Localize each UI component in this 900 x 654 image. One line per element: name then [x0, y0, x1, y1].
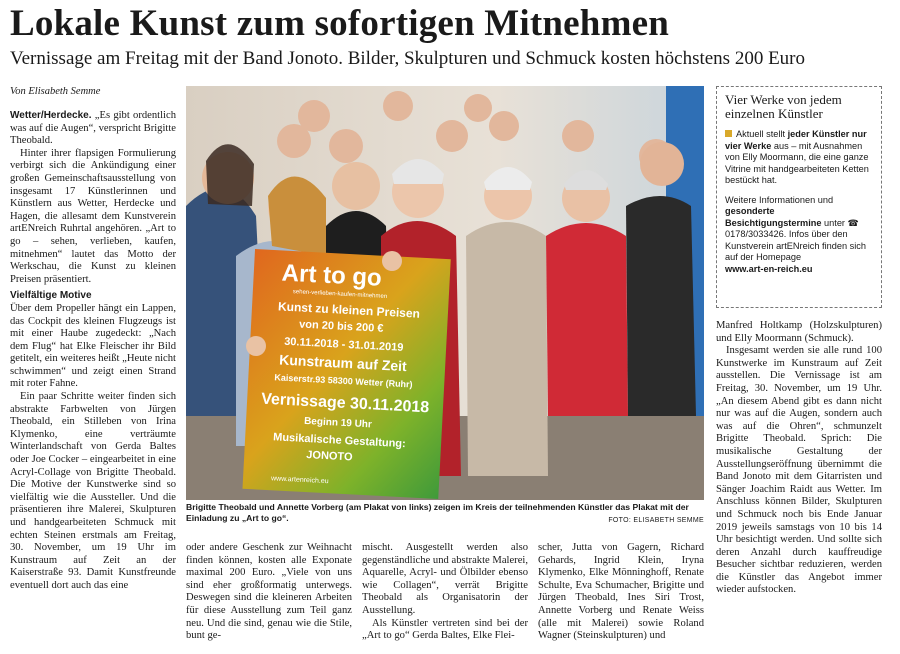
article-column-right: [716, 320, 882, 597]
bullet-square-icon: [725, 130, 732, 137]
art-to-go-poster: [242, 249, 450, 499]
info-box-title: Vier Werke von jedem einzelnen Künstler: [725, 92, 842, 121]
paragraph: Hinter ihrer flapsigen Formulierung verbirgt sich die Ankündigung einer großen Gemeinschaftsausstellung von insgesamt 17 Künstlerinnen und Künstlern aus Wetter, Herdecke und Hagen, die allesamt dem Kunstverein artENreich Ruhrtal angehören. „Art to go – sehen, verlieben, kaufen, mitnehmen“ lautet das Motto der Werkschau, die Kunst zu kleinen Preisen präsentiert.: [10, 147, 176, 285]
article-column-3: [362, 542, 528, 643]
poster-line: Musikalische Gestaltung:: [272, 431, 407, 451]
poster-line: Vernissage 30.11.2018: [260, 390, 430, 417]
poster-line: JONOTO: [306, 449, 353, 464]
photo-caption: Brigitte Theobald und Annette Vorberg (am Plakat von links) zeigen im Kreis der teilnehmenden Künstler das Plakat mit der Einladung zu „Art to go“.: [186, 502, 689, 523]
homepage-link[interactable]: www.art-en-reich.eu: [725, 263, 813, 274]
info-box-text: Aktuell stellt jeder Künstler nur vier Werke aus – mit Ausnahmen von Elly Moormann, die eine ganze Vitrine mit handgearbeiteten Ketten bestückt hat.: [725, 129, 869, 185]
poster-line: Beginn 19 Uhr: [303, 415, 373, 431]
paragraph: Ein paar Schritte weiter finden sich abstrakte Farbwelten von Jürgen Theobald, ein Stilleben von Irina Klymenko, eine verträumte Winterlandschaft von Gerda Baltes oder Joe Cocker – eingearbeitet in eine Acryl-Collage von Brigitte Theobald. Die Motive der Kunstwerke sind so vielfältig wie die Aussteller. Und die präsentieren ihre Malerei, Skulpturen und handgearbeiteten Schmuck mit echten Steinen erstmals am Freitag, 30. November, um 19 Uhr im Kunstraum auf Zeit an der Kaiserstraße 93. Damit Kunstfreunde eventuell dort auch das eine: [10, 391, 176, 591]
subheadline: Vernissage am Freitag mit der Band Jonoto. Bilder, Skulpturen und Schmuck kosten höchstens 200 Euro: [10, 48, 806, 69]
poster-line: von 20 bis 200 €: [298, 318, 384, 335]
group-photo: [186, 86, 704, 500]
lead-text: „Es gibt ordentlich was auf die Augen“, verspricht Brigitte Theobald.: [10, 110, 176, 147]
poster-url: www.artenreich.eu: [270, 475, 329, 486]
location-label: Wetter/Herdecke.: [10, 110, 92, 121]
article-column-1: [10, 110, 176, 593]
poster-line: 30.11.2018 - 31.01.2019: [283, 335, 404, 354]
section-heading: Vielfältige Motive: [10, 290, 92, 302]
poster-tagline: sehen-verlieben-kaufen-mitnehmen: [292, 289, 388, 301]
byline: Von Elisabeth Semme: [10, 86, 101, 97]
paragraph: Manfred Holtkamp (Holzskulpturen) und Elly Moormann (Schmuck).: [716, 320, 882, 344]
poster-line: Kunst zu kleinen Preisen: [277, 299, 421, 321]
info-box-contact: Weitere Informationen und gesonderte Besichtigungstermine unter ☎ 0178/3033426. Infos über den Kunstverein artENreich finden sich auf der Homepage www.art-en-reich.eu: [725, 194, 866, 274]
photo-credit: FOTO: ELISABETH SEMME: [608, 517, 704, 524]
info-box: [716, 86, 882, 308]
article-column-4: scher, Jutta von Gagern, Richard Gehards, Ingrid Klein, Iryna Klymenko, Elke Mönninghoff, Renate Schulte, Eva Schumacher, Brigitte und Jürgen Theobald, Ines Siri Trost, Annette Vorberg und Renate Weiss (alle mit Malerei) sowie Roland Wagner (Steinskulpturen) und: [538, 542, 704, 642]
poster-title: Art to go: [281, 259, 383, 292]
article-column-2: oder andere Geschenk zur Weihnacht finden können, kosten alle Exponate maximal 200 Euro. „Viele von uns sind eher großformatig unterwegs. Deswegen sind die kleineren Arbeiten für diese Ausstellung zum Teil ganz neu. Und die sind, genau wie die Stile, bunt ge-: [186, 542, 352, 642]
paragraph: Als Künstler vertreten sind bei der „Art to go“ Gerda Baltes, Elke Flei-: [362, 617, 528, 642]
photo-illustration: [186, 86, 704, 500]
poster-line: Kaiserstr.93 58300 Wetter (Ruhr): [274, 372, 413, 390]
paragraph: Über dem Propeller hängt ein Lappen, das Cockpit des kleinen Flugzeugs ist mit einer Haube zugedeckt: „Nach dem Flug“ hat Elke Fleischer ihr Bild getitelt, ein weiteres heißt „Heute nicht schwimmen“ und zeigt einen Strand mit roter Fahne.: [10, 302, 176, 390]
poster-line: Kunstraum auf Zeit: [278, 351, 408, 375]
paragraph: Insgesamt werden sie alle rund 100 Kunstwerke im Kunstraum auf Zeit ausstellen. Die Vernissage ist am Freitag, 30. November, um 19 Uhr. „An diesem Abend gibt es dann nicht nur was auf die Augen, sondern auch was auf die Ohren“, schmunzelt Brigitte Theobald. Sprich: Die musikalische Gestaltung der Ausstellungseröffnung übernimmt die Band Jonoto mit dem Gitarristen und Sänger Joachim Raidt aus Wetter. Im Anschluss können Bilder, Skulpturen und Schmuck noch bis Ende Januar 2019 jeweils samstags von 10 bis 14 Uhr besichtigt werden. Und sollte sich deren Anzahl durch kauffreudige Besucher sichtbar reduzieren, werden die Künstler das Angebot immer wieder aufstocken.: [716, 345, 882, 596]
headline: Lokale Kunst zum sofortigen Mitnehmen: [10, 3, 670, 44]
lead-paragraph: [10, 110, 176, 148]
paragraph: mischt. Ausgestellt werden also gegenständliche und abstrakte Malerei, Aquarelle, Acryl- und Ölbilder ebenso wie Collagen“, verrät Brigitte Theobald als Organisatorin der Ausstellung.: [362, 542, 528, 616]
